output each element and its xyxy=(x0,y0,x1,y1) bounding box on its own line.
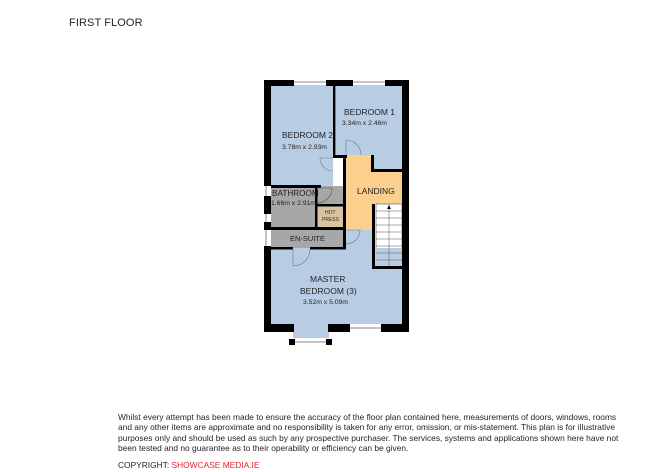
bedroom-2-dimensions: 3.78m x 2.93m xyxy=(282,144,327,151)
bedroom-2-label: BEDROOM 2 xyxy=(282,130,334,140)
master-bedroom-label-line2: BEDROOM (3) xyxy=(300,286,357,296)
copyright-label: COPYRIGHT: xyxy=(118,460,172,470)
disclaimer-text: Whilst every attempt has been made to ensure the accuracy of the floor plan contained here, measurements of doors, windows, rooms and any other items are approximate and no responsibility is taken for any error, omission, or mis-statement. This plan is for illustrative purposes only and should be used as such by any prospective purchaser. The services, systems and applications shown here have not been tested and no guarantee as to their operability or efficiency can be given. xyxy=(118,412,619,454)
copyright-brand: SHOWCASE MEDIA.IE xyxy=(171,460,260,470)
landing-label: LANDING xyxy=(357,186,395,196)
en-suite-label: EN-SUITE xyxy=(290,234,326,243)
bedroom-1-label: BEDROOM 1 xyxy=(344,107,396,117)
bathroom-label: BATHROOM xyxy=(272,189,319,198)
bathroom-dimensions: 1.66m x 2.91m xyxy=(271,200,316,207)
hot-press-label-line2: PRESS xyxy=(322,217,339,223)
master-bedroom-dimensions: 3.52m x 5.09m xyxy=(303,299,348,306)
copyright-line xyxy=(118,460,259,470)
hot-press-label-line1: HOT xyxy=(325,210,336,216)
bedroom-1-dimensions: 3.34m x 2.46m xyxy=(342,120,387,127)
floor-title: FIRST FLOOR xyxy=(69,17,143,29)
master-bedroom-label-line1: MASTER xyxy=(310,274,346,284)
